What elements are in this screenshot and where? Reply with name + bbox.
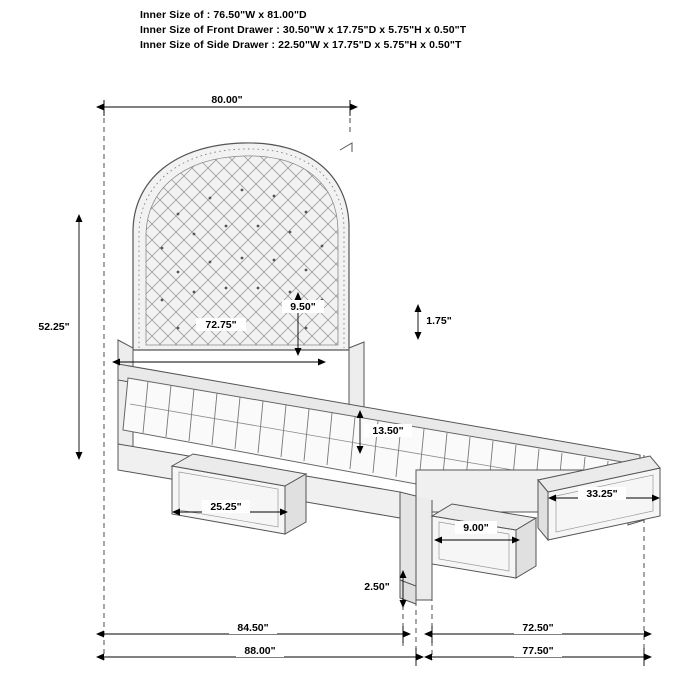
side-drawer-left xyxy=(172,454,306,534)
dim-slat-thickness: 1.75" xyxy=(426,315,452,327)
dim-headboard-width: 80.00" xyxy=(211,94,243,106)
dim-front-drawer-depth: 9.00" xyxy=(463,522,489,534)
dim-front-drawer-width: 33.25" xyxy=(586,488,618,500)
dim-deck-height: 13.50" xyxy=(372,425,404,437)
dim-length-inner: 84.50" xyxy=(237,622,269,634)
dim-slat-area-width: 72.75" xyxy=(205,319,237,331)
dim-floor-clearance: 2.50" xyxy=(364,581,390,593)
dim-length-overall: 88.00" xyxy=(244,645,276,657)
dim-headboard-to-slat: 9.50" xyxy=(290,301,316,313)
bed-illustration xyxy=(118,143,660,604)
side-drawer-right xyxy=(432,504,536,578)
headboard-tufting xyxy=(146,156,338,345)
spec-line-front-drawer: Inner Size of Front Drawer : 30.50"W x 17.75"D x 5.75"H x 0.50"T xyxy=(140,24,467,36)
dim-depth-overall: 77.50" xyxy=(522,645,554,657)
dim-side-drawer-width: 25.25" xyxy=(210,501,242,513)
dim-depth-inner: 72.50" xyxy=(522,622,554,634)
spec-line-side-drawer: Inner Size of Side Drawer : 22.50"W x 17.75"D x 5.75"H x 0.50"T xyxy=(140,39,462,51)
dim-overall-height: 52.25" xyxy=(38,321,70,333)
spec-line-inner-size: Inner Size of : 76.50"W x 81.00"D xyxy=(140,9,307,21)
